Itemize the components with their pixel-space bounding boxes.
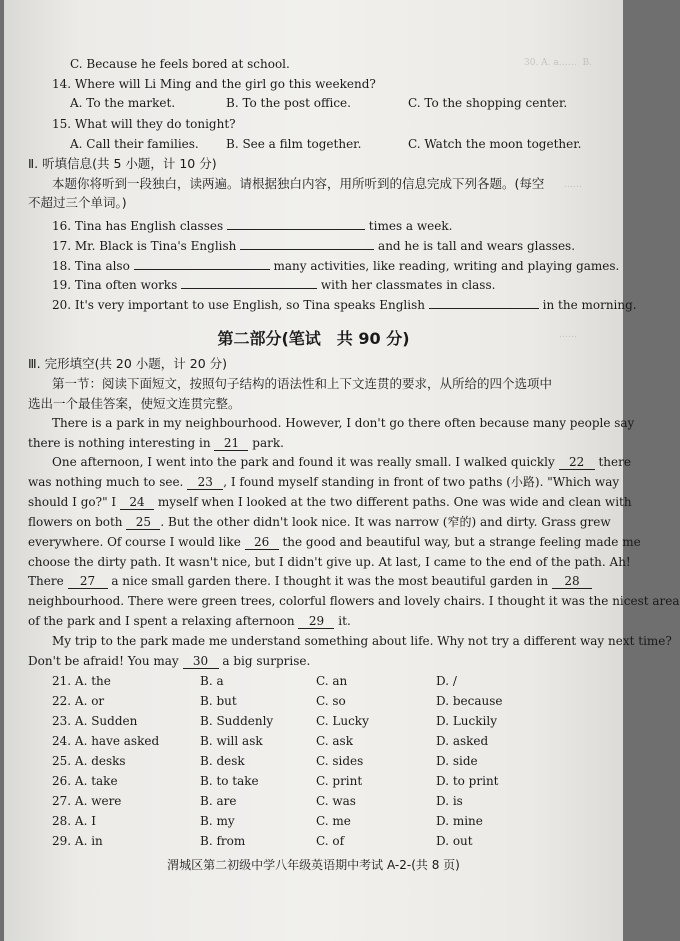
answer-option[interactable]: C. sides <box>316 754 364 768</box>
q15-option-a: A. Call their families. <box>70 137 199 151</box>
fill-item-19: 19. Tina often works with her classmates in class. <box>52 275 495 293</box>
answer-option[interactable]: B. but <box>200 694 237 708</box>
answer-option[interactable]: C. Lucky <box>316 714 369 728</box>
fill-item-16: 16. Tina has English classes times a week. <box>52 216 452 234</box>
exam-page <box>4 0 680 941</box>
cloze-blank-29[interactable]: 29 <box>298 615 334 629</box>
section-3-title: Ⅲ. 完形填空(共 20 小题，计 20 分) <box>28 356 228 371</box>
passage-line: neighbourhood. There were green trees, colorful flowers and lovely chairs. I thought it was the nicest area <box>28 594 680 608</box>
answer-option[interactable]: C. of <box>316 834 345 848</box>
answer-option[interactable]: 25. A. desks <box>52 754 126 768</box>
cloze-blank-25[interactable]: 25 <box>126 516 160 530</box>
fill-item-18: 18. Tina also many activities, like reading, writing and playing games. <box>52 256 619 274</box>
answer-option[interactable]: C. ask <box>316 734 353 748</box>
passage-line: there is nothing interesting in 21 park. <box>28 436 284 450</box>
passage-line: There 27 a nice small garden there. I thought it was the most beautiful garden in 28 <box>28 574 592 589</box>
passage-line: of the park and I spent a relaxing afternoon 29 it. <box>28 614 351 628</box>
answer-option[interactable]: B. will ask <box>200 734 263 748</box>
q15-option-b: B. See a film together. <box>226 137 362 151</box>
answer-option[interactable]: D. asked <box>436 734 489 748</box>
fill-item-17: 17. Mr. Black is Tina's English and he is tall and wears glasses. <box>52 236 575 254</box>
section-3-instruction: 第一节：阅读下面短文，按照句子结构的语法性和上下文连贯的要求，从所给的四个选项中 <box>52 376 553 391</box>
passage-line: Don't be afraid! You may 30 a big surprise. <box>28 654 311 668</box>
answer-option[interactable]: 23. A. Sudden <box>52 714 138 728</box>
answer-blank[interactable] <box>134 256 270 270</box>
answer-option[interactable]: 22. A. or <box>52 694 105 708</box>
q14-stem: 14. Where will Li Ming and the girl go this weekend? <box>52 77 376 91</box>
answer-blank[interactable] <box>181 275 317 289</box>
passage-line: everywhere. Of course I would like 26 the good and beautiful way, but a strange feeling made me <box>28 535 641 549</box>
answer-option[interactable]: D. out <box>436 834 473 848</box>
answer-option[interactable]: D. Luckily <box>436 714 497 728</box>
section-2-instruction-cont: 不超过三个单词。) <box>28 195 127 210</box>
answer-blank[interactable] <box>240 236 374 250</box>
part-2-heading: 第二部分(笔试 共 90 分) <box>217 329 410 348</box>
answer-option[interactable]: B. are <box>200 794 237 808</box>
answer-option[interactable]: B. from <box>200 834 246 848</box>
page-footer: 渭城区第二初级中学八年级英语期中考试 A-2-(共 8 页) <box>167 858 460 872</box>
cloze-blank-28[interactable]: 28 <box>552 575 592 589</box>
section-3-instruction-cont: 选出一个最佳答案，使短文连贯完整。 <box>28 396 241 411</box>
answer-option[interactable]: B. a <box>200 674 224 688</box>
section-2-title: Ⅱ. 听填信息(共 5 小题，计 10 分) <box>28 156 217 171</box>
passage-line: should I go?" I 24 myself when I looked at the two different paths. One was wide and clean with <box>28 495 632 509</box>
answer-option[interactable]: 21. A. the <box>52 674 111 688</box>
answer-option[interactable]: D. mine <box>436 814 483 828</box>
cloze-blank-21[interactable]: 21 <box>214 437 248 451</box>
answer-option[interactable]: 29. A. in <box>52 834 103 848</box>
cloze-blank-30[interactable]: 30 <box>183 655 219 669</box>
cloze-blank-22[interactable]: 22 <box>559 456 595 470</box>
cloze-blank-24[interactable]: 24 <box>120 496 154 510</box>
q14-option-b: B. To the post office. <box>226 96 351 110</box>
answer-option[interactable]: B. to take <box>200 774 259 788</box>
answer-option[interactable]: D. / <box>436 674 457 688</box>
answer-blank[interactable] <box>429 295 539 309</box>
passage-line: choose the dirty path. It wasn't nice, but I didn't give up. At last, I came to the end of the path. Ah! <box>28 555 631 569</box>
answer-option[interactable]: D. to print <box>436 774 499 788</box>
answer-option[interactable]: C. so <box>316 694 346 708</box>
q15-stem: 15. What will they do tonight? <box>52 117 236 131</box>
answer-option[interactable]: 28. A. I <box>52 814 96 828</box>
passage-line: One afternoon, I went into the park and found it was really small. I walked quickly 22 there <box>52 455 631 469</box>
answer-option[interactable]: C. print <box>316 774 363 788</box>
passage-line: flowers on both 25 . But the other didn't look nice. It was narrow (窄的) and dirty. Grass grew <box>28 515 611 529</box>
bleed-text: …… <box>564 180 582 190</box>
answer-option[interactable]: C. was <box>316 794 356 808</box>
answer-option[interactable]: D. side <box>436 754 478 768</box>
section-2-instruction: 本题你将听到一段独白，读两遍。请根据独白内容，用所听到的信息完成下列各题。(每空 <box>52 176 545 191</box>
answer-option[interactable]: B. desk <box>200 754 245 768</box>
answer-option[interactable]: 24. A. have asked <box>52 734 160 748</box>
fill-item-20: 20. It's very important to use English, so Tina speaks English in the morning. <box>52 295 637 313</box>
bleed-text: …… <box>559 330 577 340</box>
answer-option[interactable]: B. Suddenly <box>200 714 274 728</box>
bleed-text: 30. A. a…… B. <box>524 58 592 68</box>
cloze-blank-26[interactable]: 26 <box>245 536 279 550</box>
cloze-blank-23[interactable]: 23 <box>187 476 223 490</box>
passage-line: My trip to the park made me understand something about life. Why not try a different way next time? <box>52 634 672 648</box>
answer-option[interactable]: 27. A. were <box>52 794 122 808</box>
answer-option[interactable]: C. an <box>316 674 348 688</box>
answer-option[interactable]: 26. A. take <box>52 774 118 788</box>
cloze-blank-27[interactable]: 27 <box>68 575 108 589</box>
q14-option-a: A. To the market. <box>70 96 176 110</box>
q13-option-c: C. Because he feels bored at school. <box>70 57 290 71</box>
answer-option[interactable]: B. my <box>200 814 235 828</box>
answer-blank[interactable] <box>227 216 365 230</box>
answer-option[interactable]: D. is <box>436 794 463 808</box>
q14-option-c: C. To the shopping center. <box>408 96 568 110</box>
q15-option-c: C. Watch the moon together. <box>408 137 582 151</box>
passage-line: was nothing much to see. 23 , I found myself standing in front of two paths (小路). "Which way <box>28 475 620 489</box>
answer-option[interactable]: C. me <box>316 814 351 828</box>
passage-line: There is a park in my neighbourhood. However, I don't go there often because many people say <box>52 416 635 430</box>
answer-option[interactable]: D. because <box>436 694 503 708</box>
